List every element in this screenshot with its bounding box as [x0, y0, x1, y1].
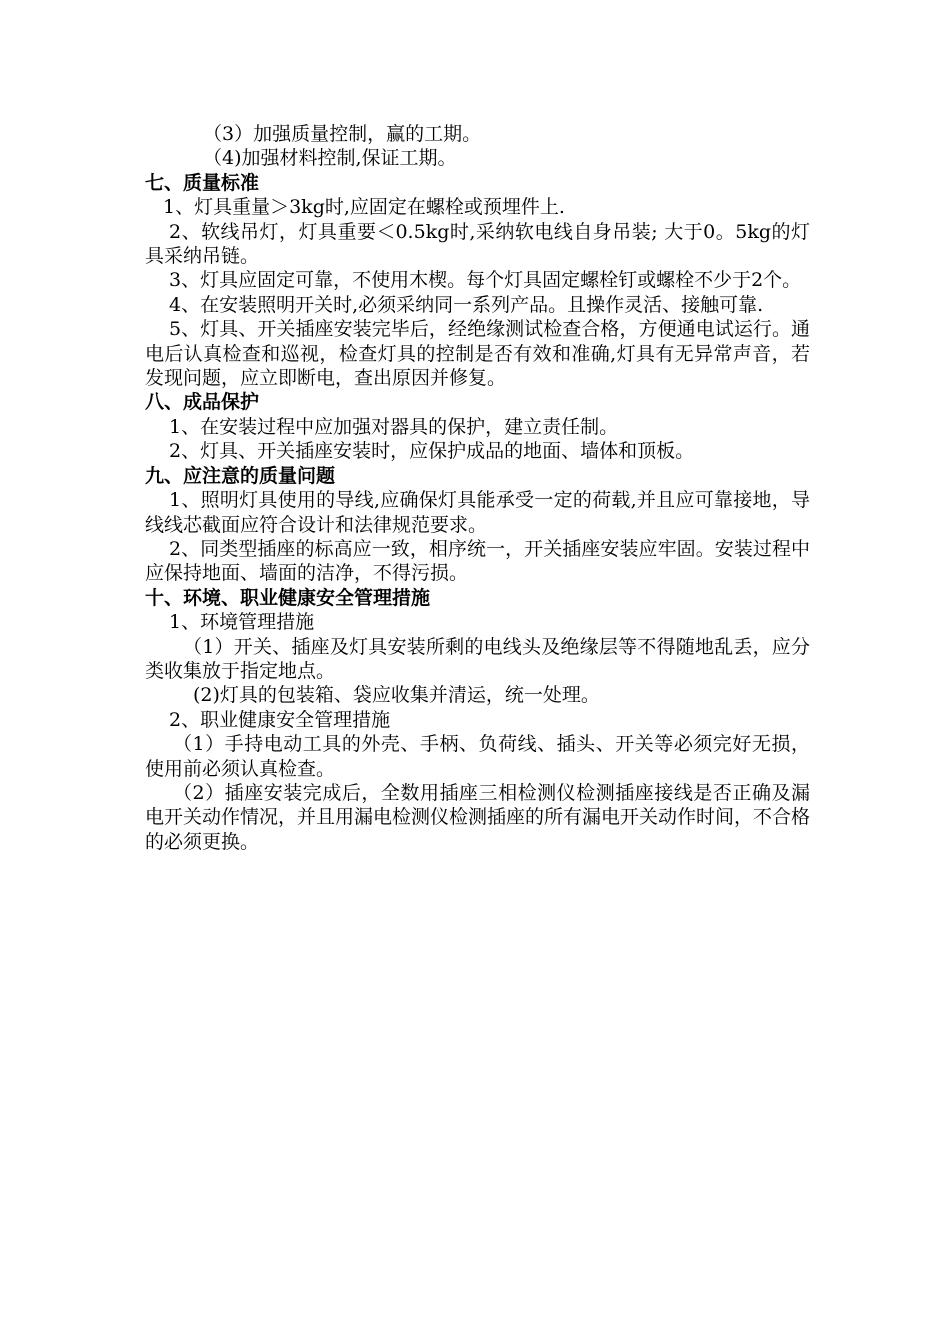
s7-item-4: 4、在安装照明开关时,必须采纳同一系列产品。且操作灵活、接触可靠.: [169, 293, 764, 316]
section-9-heading: 九、应注意的质量问题: [145, 464, 336, 487]
section-8-heading: 八、成品保护: [145, 391, 260, 414]
s10-sub2-title: 2、职业健康安全管理措施: [169, 708, 391, 731]
s7-item-1: 1、灯具重量＞3kg时,应固定在螺栓或预埋件上.: [163, 196, 565, 219]
s8-item-1: 1、在安装过程中应加强对器具的保护，建立责任制。: [169, 415, 619, 438]
s7-item-5: 5、灯具、开关插座安装完毕后，经绝缘测试检查合格，方便通电试运行。通电后认真检查和巡视，检查灯具的控制是否有效和准确,灯具有无异常声音，若发现问题，应立即断电，查出原因并修复。: [145, 318, 810, 390]
s8-item-2: 2、灯具、开关插座安装时，应保护成品的地面、墙体和顶板。: [169, 440, 695, 463]
s6-item-3: （3）加强质量控制，赢的工期。: [203, 123, 482, 145]
section-7-heading: 七、质量标准: [145, 171, 260, 194]
s7-item-2: 2、软线吊灯，灯具重要＜0.5kg时,采纳软电线自身吊装; 大于0。5kg的灯具采纳吊链。: [145, 220, 810, 268]
section-10-heading: 十、环境、职业健康安全管理措施: [145, 586, 431, 609]
s9-item-1: 1、照明灯具使用的导线,应确保灯具能承受一定的荷载,并且应可靠接地，导线线芯截面应符合设计和法律规范要求。: [145, 489, 810, 536]
s10-sub2-item-1: （1）手持电动工具的外壳、手柄、负荷线、插头、开关等必须完好无损，使用前必须认真检查。: [145, 733, 810, 780]
s10-sub1-title: 1、环境管理措施: [169, 611, 315, 634]
s10-sub2-item-2: （2）插座安装完成后，全数用插座三相检测仪检测插座接线是否正确及漏电开关动作情况，并且用漏电检测仪检测插座的所有漏电开关动作时间，不合格的必须更换。: [145, 781, 811, 853]
document-page: [145, 122, 810, 854]
s10-sub1-item-2: (2)灯具的包装箱、袋应收集并清运，统一处理。: [193, 684, 600, 707]
s6-item-4: （4)加强材料控制,保证工期。: [203, 147, 457, 170]
s7-item-3: 3、灯具应固定可靠，不使用木楔。每个灯具固定螺栓钉或螺栓不少于2个。: [169, 269, 802, 292]
s10-sub1-item-1: （1）开关、插座及灯具安装所剩的电线头及绝缘层等不得随地乱丢，应分类收集放于指定地点。: [145, 635, 810, 682]
s9-item-2: 2、同类型插座的标高应一致，相序统一，开关插座安装应牢固。安装过程中应保持地面、墙面的洁净，不得污损。: [145, 537, 810, 585]
